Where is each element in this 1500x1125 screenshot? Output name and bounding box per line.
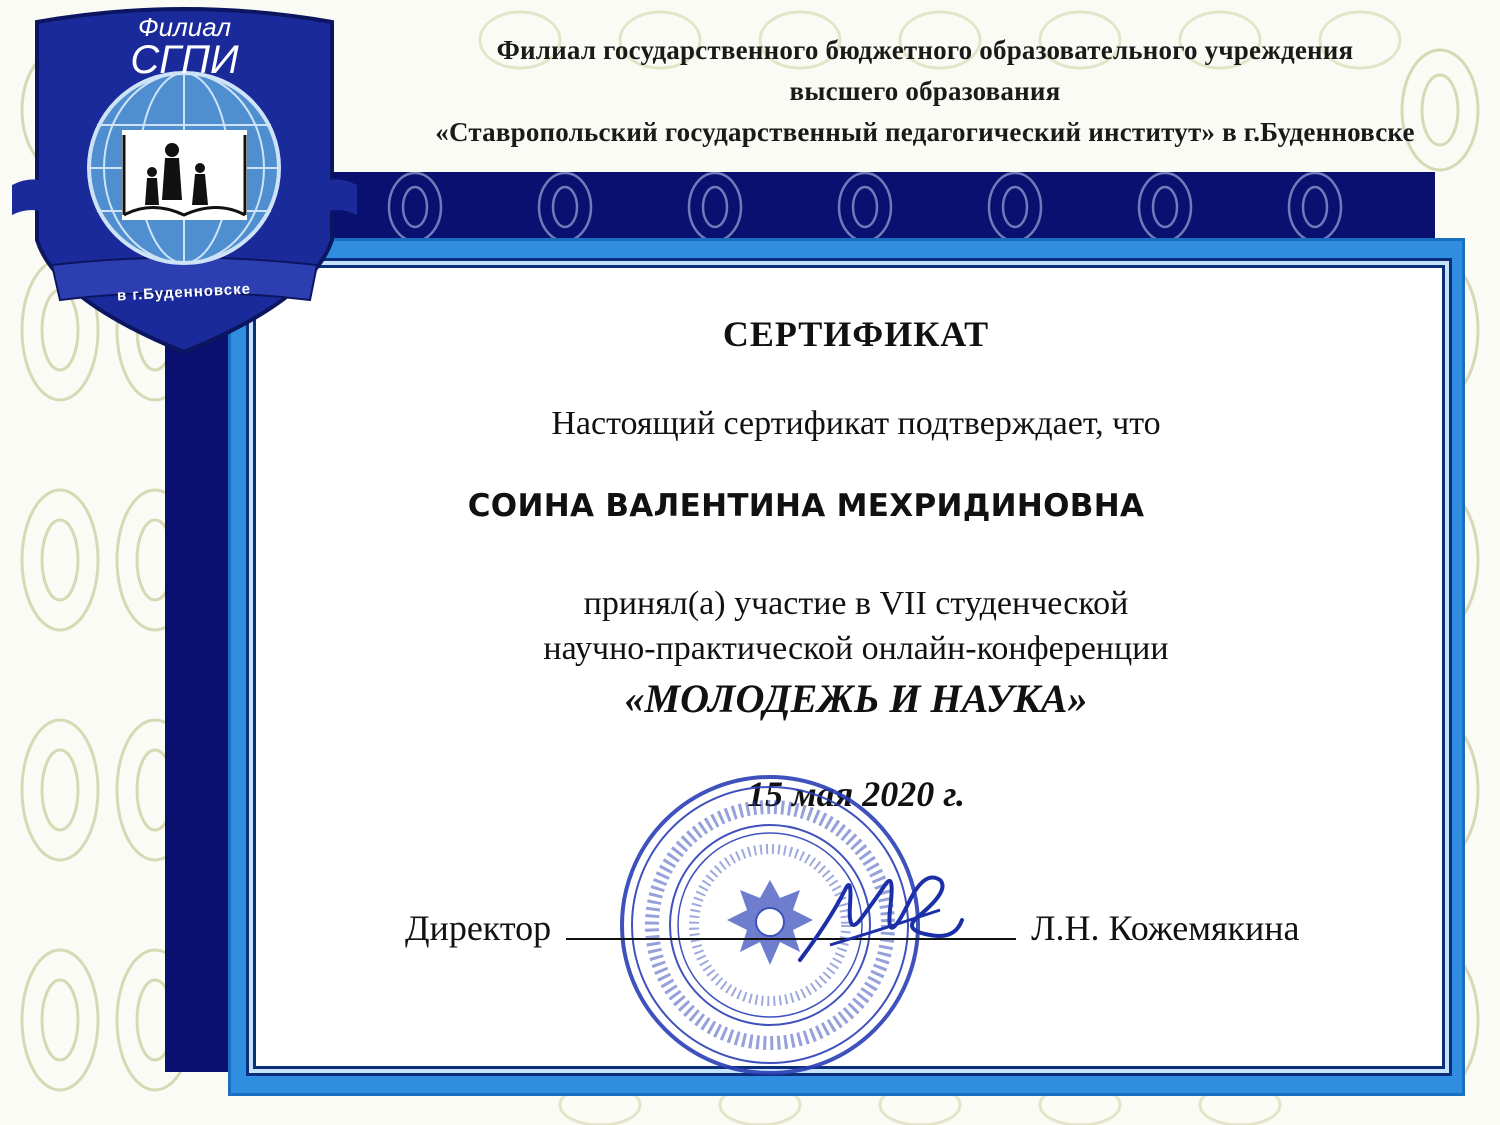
header-line-2: высшего образования [789,76,1061,106]
header-line-3: «Ставропольский государственный педагогический институт» в г.Буденновске [435,117,1415,147]
header-line-1: Филиал государственного бюджетного образовательного учреждения [496,35,1354,65]
certificate-title: СЕРТИФИКАТ [722,314,990,354]
conference-name: «МОЛОДЕЖЬ И НАУКА» [624,676,1088,721]
handwritten-signature [790,860,970,980]
participation-line-1: принял(а) участие в VII студенческой [583,585,1129,622]
certificate-date: 15 мая 2020 г. [746,774,966,814]
logo-city-text: в г.Буденновске [116,280,252,305]
confirms-text: Настоящий сертификат подтверждает, что [551,405,1161,442]
institution-header [370,30,1480,153]
signer-name: Л.Н. Кожемякина [1031,908,1300,948]
signer-position: Директор [405,908,552,948]
logo-text-sgpi: СГПИ [130,38,239,82]
participation-line-2: научно-практической онлайн-конференции [543,630,1169,667]
logo-text-filial: Филиал [137,12,232,42]
recipient-name: СОИНА ВАЛЕНТИНА МЕХРИДИНОВНА [467,488,1145,524]
institution-logo [12,0,357,360]
